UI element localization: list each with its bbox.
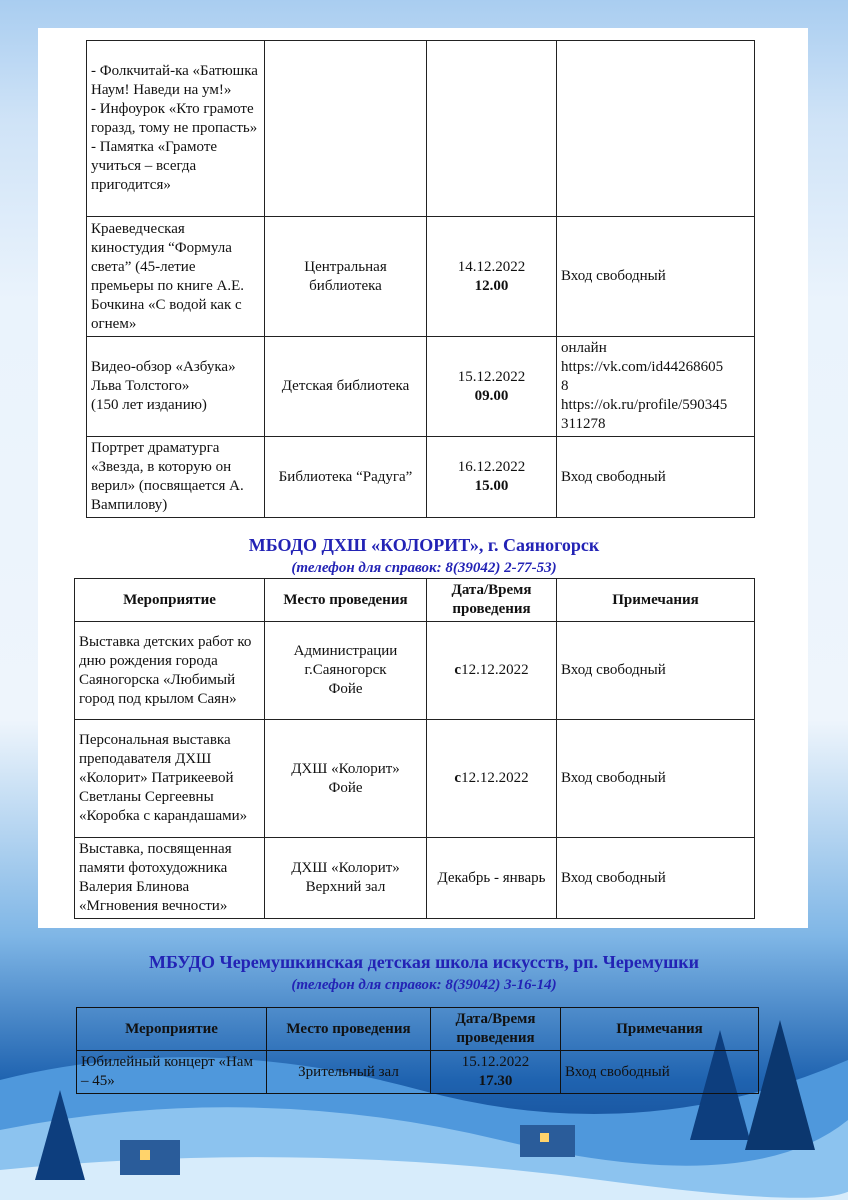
date-cell: [427, 337, 557, 437]
date-cell: [427, 838, 557, 919]
event-cell: - Фолкчитай-ка «Батюшка Наум! Наведи на ум!» - Инфоурок «Кто грамоте горазд, тому не пропасть» - Памятка «Грамоте учиться – всегда пригодится»: [87, 41, 265, 217]
table-row: [75, 720, 755, 838]
note-cell: Вход свободный: [557, 720, 755, 838]
date-cell: [427, 217, 557, 337]
place-cell: Детская библиотека: [265, 337, 427, 437]
place-cell: ДХШ «Колорит» Фойе: [265, 720, 427, 838]
note-cell: Вход свободный: [557, 838, 755, 919]
time-text: 09.00: [474, 387, 509, 404]
events-table-libraries: [86, 40, 755, 518]
column-header: Мероприятие: [77, 1008, 267, 1051]
column-header: Место проведения: [265, 579, 427, 622]
column-header: Дата/Время проведения: [427, 579, 557, 622]
events-table-kolorit: [74, 578, 755, 919]
phone-info: (телефон для справок: 8(39042) 3-16-14): [291, 977, 557, 993]
time-text: 17.30: [478, 1073, 513, 1089]
table-row: [87, 41, 755, 217]
date-text: Декабрь - январь: [437, 869, 546, 886]
note-cell: Вход свободный: [557, 217, 755, 337]
event-cell: Персональная выставка преподавателя ДХШ «Колорит» Патрикеевой Светланы Сергеевны «Коробка с карандашами»: [75, 720, 265, 838]
column-header: Примечания: [561, 1008, 759, 1051]
column-header: Примечания: [557, 579, 755, 622]
date-text: 16.12.2022: [457, 459, 526, 475]
table-row: [87, 217, 755, 337]
note-cell: Вход свободный: [561, 1051, 759, 1094]
place-cell: ДХШ «Колорит» Верхний зал: [265, 838, 427, 919]
column-header: Мероприятие: [75, 579, 265, 622]
organization-title: МБУДО Черемушкинская детская школа искусств, рп. Черемушки: [148, 952, 700, 972]
place-cell: Центральная библиотека: [265, 217, 427, 337]
time-text: 12.00: [474, 277, 509, 294]
event-cell: Выставка, посвященная памяти фотохудожника Валерия Блинова «Мгновения вечности»: [75, 838, 265, 919]
event-cell: Юбилейный концерт «Нам – 45»: [77, 1051, 267, 1094]
date-text: 15.12.2022: [461, 1054, 530, 1070]
note-cell: [557, 41, 755, 217]
table-row: [75, 838, 755, 919]
note-cell: Вход свободный: [557, 622, 755, 720]
date-text: 14.12.2022: [457, 258, 526, 275]
time-text: 15.00: [474, 478, 509, 494]
place-cell: Администрации г.Саяногорск Фойе: [265, 622, 427, 720]
date-prefix: с: [454, 662, 462, 678]
table-row: [87, 337, 755, 437]
table-header-row: [77, 1008, 759, 1051]
place-cell: [265, 41, 427, 217]
table-row: [87, 437, 755, 518]
table-row: [77, 1051, 759, 1094]
date-text: 12.12.2022: [461, 770, 529, 786]
place-cell: Зрительный зал: [267, 1051, 431, 1094]
table-row: [75, 622, 755, 720]
note-cell: Вход свободный: [557, 437, 755, 518]
event-cell: Выставка детских работ ко дню рождения города Саяногорска «Любимый город под крылом Саян»: [75, 622, 265, 720]
event-cell: Портрет драматурга «Звезда, в которую он верил» (посвящается А. Вампилову): [87, 437, 265, 518]
note-cell: онлайн https://vk.com/id44268605 8 https://ok.ru/profile/590345 311278: [557, 337, 755, 437]
column-header: Дата/Время проведения: [431, 1008, 561, 1051]
place-cell: Библиотека “Радуга”: [265, 437, 427, 518]
event-cell: Видео-обзор «Азбука» Льва Толстого» (150 лет изданию): [87, 337, 265, 437]
date-cell: [427, 720, 557, 838]
phone-info: (телефон для справок: 8(39042) 2-77-53): [291, 560, 557, 576]
date-cell: [427, 622, 557, 720]
table-header-row: [75, 579, 755, 622]
event-cell: Краеведческая киностудия “Формула света” (45-летие премьеры по книге А.Е. Бочкина «С водой как с огнем»: [87, 217, 265, 337]
events-table-cheremushki: [76, 1007, 759, 1094]
organization-title: МБОДО ДХШ «КОЛОРИТ», г. Саяногорск: [248, 535, 600, 555]
date-cell: [427, 437, 557, 518]
date-text: 15.12.2022: [457, 368, 526, 385]
date-prefix: с: [454, 770, 462, 786]
date-cell: [427, 41, 557, 217]
date-cell: [431, 1051, 561, 1094]
date-text: 12.12.2022: [461, 662, 529, 678]
column-header: Место проведения: [267, 1008, 431, 1051]
